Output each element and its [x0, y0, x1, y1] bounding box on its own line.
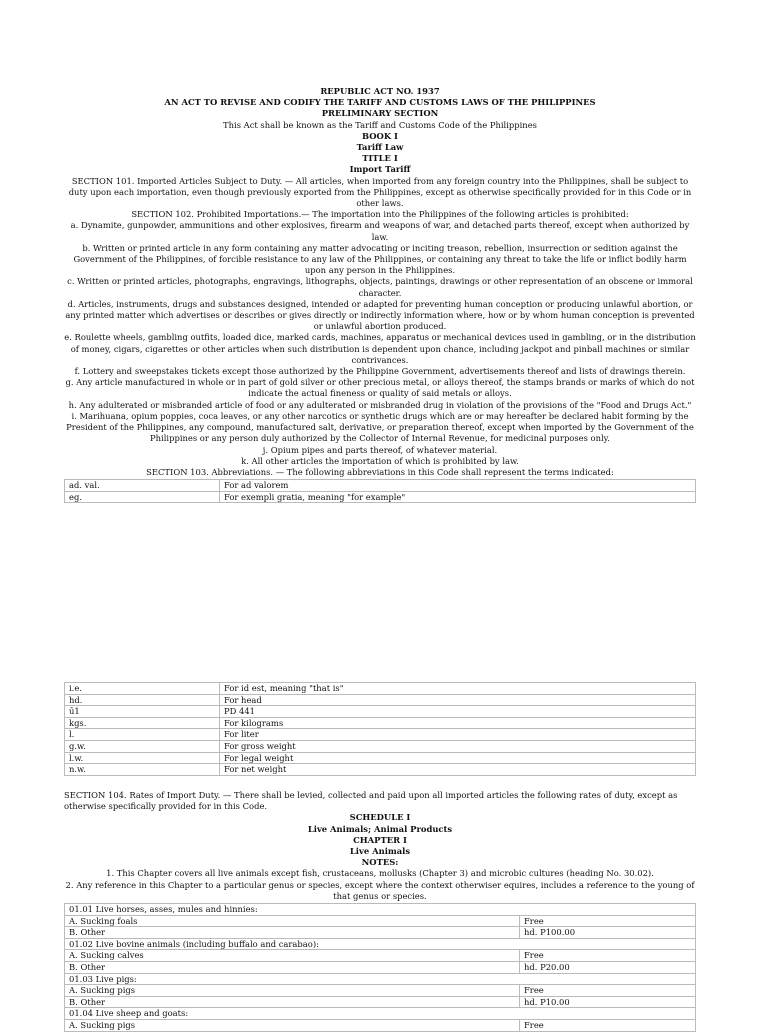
tariff-row — [65, 985, 696, 997]
rates-section — [64, 790, 696, 1032]
preliminary-heading: PRELIMINARY SECTION — [321, 108, 439, 119]
item-a: a. Dynamite, gunpowder, ammunitions and other explosives, firearm and weapons of war, and detached parts thereof, except when authorized by law. — [70, 220, 690, 242]
abbreviation-meaning: For head — [220, 694, 696, 706]
abbreviation-meaning: For kilograms — [220, 717, 696, 729]
tariff-row — [65, 962, 696, 974]
abbreviation-row — [65, 491, 696, 503]
tariff-description: B. Other — [65, 996, 520, 1008]
abbreviation-row — [65, 740, 696, 752]
note-2: 2. Any reference in this Chapter to a particular genus or species, except where the context otherwiser equires, includes a reference to the young of that genus or species. — [65, 879, 695, 901]
section-101: SECTION 101. Imported Articles Subject to Duty. — All articles, when imported from any foreign country into the Philippines, shall be subject to duty upon each importation, even though previously exported from the Philippines, except as otherwise specifically provided for in this Code or in other laws. — [68, 175, 692, 209]
tariff-description: 01.04 Live sheep and goats: — [65, 1008, 696, 1020]
item-f: f. Lottery and sweepstakes tickets except those authorized by the Philippine Government, advertisements thereof and lists of drawings therein. — [74, 366, 686, 377]
item-g: g. Any article manufactured in whole or in part of gold silver or other precious metal, or alloys thereof, the stamps brands or marks of which do not indicate the actual fineness or quality of said metals or alloys. — [65, 377, 695, 399]
abbreviation-row — [65, 717, 696, 729]
tariff-heading-row — [65, 938, 696, 950]
abbreviation-row — [65, 752, 696, 764]
note-1: 1. This Chapter covers all live animals except fish, crustaceans, mollusks (Chapter 3) and microbic cultures (heading No. 30.02). — [106, 868, 654, 879]
tariff-description: B. Other — [65, 927, 520, 939]
abbreviation-term: ū1 — [65, 706, 220, 718]
abbreviation-meaning: For id est, meaning "that is" — [220, 683, 696, 695]
abbreviation-meaning: For net weight — [220, 764, 696, 776]
abbreviation-term: l. — [65, 729, 220, 741]
abbreviation-term: g.w. — [65, 740, 220, 752]
title-subheading: Import Tariff — [349, 164, 411, 175]
abbreviation-term: ad. val. — [65, 480, 220, 492]
document-page — [64, 86, 696, 1030]
tariff-row — [65, 927, 696, 939]
abbreviation-row — [65, 729, 696, 741]
abbreviation-term: eg. — [65, 491, 220, 503]
item-c: c. Written or printed articles, photographs, engravings, lithographs, objects, paintings, drawings or other representation of an obscene or immoral character. — [67, 276, 693, 298]
item-i: i. Marihuana, opium poppies, coca leaves, or any other narcotics or synthetic drugs which are or may hereafter be declared habit forming by the President of the Philippines, any compound, manufactured salt, derivative, or preparation thereof, except when imported by the Government of the Philippines or any person duly authorized by the Collector of Internal Revenue, for medicinal purposes only. — [66, 410, 694, 444]
tariff-description: A. Sucking calves — [65, 950, 520, 962]
tariff-description: A. Sucking foals — [65, 915, 520, 927]
abbreviation-term: i.e. — [65, 683, 220, 695]
notes-heading: NOTES: — [361, 857, 399, 868]
abbreviations-table-1 — [64, 479, 696, 503]
abbreviation-meaning: For legal weight — [220, 752, 696, 764]
tariff-description: A. Sucking pigs — [65, 1019, 520, 1031]
abbreviation-term: hd. — [65, 694, 220, 706]
abbreviation-row — [65, 764, 696, 776]
title-heading: TITLE I — [362, 153, 398, 164]
tariff-rate: hd. P100.00 — [520, 927, 696, 939]
tariff-rate: Free — [520, 1019, 696, 1031]
section-102: SECTION 102. Prohibited Importations.— The importation into the Philippines of the following articles is prohibited: — [131, 209, 629, 220]
tariff-rate: Free — [520, 950, 696, 962]
tariff-heading-row — [65, 973, 696, 985]
short-title: This Act shall be known as the Tariff and Customs Code of the Philippines — [223, 119, 537, 130]
abbreviation-meaning: PD 441 — [220, 706, 696, 718]
book-subheading: Tariff Law — [356, 142, 404, 153]
abbreviation-term: n.w. — [65, 764, 220, 776]
item-j: j. Opium pipes and parts thereof, of whatever material. — [262, 444, 498, 455]
abbreviation-row — [65, 694, 696, 706]
tariff-description: 01.01 Live horses, asses, mules and hinnies: — [65, 904, 696, 916]
abbreviation-meaning: For gross weight — [220, 740, 696, 752]
abbreviation-meaning: For liter — [220, 729, 696, 741]
item-b: b. Written or printed article in any form containing any matter advocating or inciting treason, rebellion, insurrection or sedition against the Government of the Philippines, of forcible resistance to any law of the Philippines, or containing any threat to take the life or inflict bodily harm upon any person in the Philippines. — [73, 242, 687, 276]
tariff-heading-row — [65, 1008, 696, 1020]
abbreviation-row — [65, 683, 696, 695]
chapter-subheading: Live Animals — [349, 846, 411, 857]
tariff-description: B. Other — [65, 962, 520, 974]
act-number: REPUBLIC ACT NO. 1937 — [320, 86, 440, 96]
tariff-rate: hd. P10.00 — [520, 996, 696, 1008]
section-103: SECTION 103. Abbreviations. — The following abbreviations in this Code shall represent the terms indicated: — [146, 466, 614, 477]
item-k: k. All other articles the importation of which is prohibited by law. — [241, 455, 519, 466]
tariff-heading-row — [65, 904, 696, 916]
abbreviation-term: kgs. — [65, 717, 220, 729]
tariff-rate: Free — [520, 985, 696, 997]
tariff-row — [65, 915, 696, 927]
item-d: d. Articles, instruments, drugs and substances designed, intended or adapted for preventing human conception or producing unlawful abortion, or any printed matter which advertises or describes or gives directly or indirectly information where, how or by whom human conception is prevented or unlawful abortion produced. — [65, 298, 695, 332]
book-heading: BOOK I — [362, 130, 398, 141]
abbreviation-row — [65, 480, 696, 492]
tariff-table — [64, 903, 696, 1032]
schedule-heading: SCHEDULE I — [349, 812, 411, 823]
tariff-rate: hd. P20.00 — [520, 962, 696, 974]
tariff-description: 01.02 Live bovine animals (including buffalo and carabao): — [65, 938, 696, 950]
tariff-description: A. Sucking pigs — [65, 985, 520, 997]
tariff-row — [65, 996, 696, 1008]
abbreviation-meaning: For exempli gratia, meaning "for example" — [220, 491, 696, 503]
tariff-row — [65, 1019, 696, 1031]
tariff-row — [65, 950, 696, 962]
section-104: SECTION 104. Rates of Import Duty. — There shall be levied, collected and paid upon all imported articles the following rates of duty, except as otherwise specifically provided for in this Code. — [64, 790, 678, 812]
tariff-description: 01.03 Live pigs: — [65, 973, 696, 985]
act-title: AN ACT TO REVISE AND CODIFY THE TARIFF AND CUSTOMS LAWS OF THE PHILIPPINES — [164, 97, 596, 108]
chapter-heading: CHAPTER I — [353, 834, 407, 845]
item-e: e. Roulette wheels, gambling outfits, loaded dice, marked cards, machines, apparatus or mechanical devices used in gambling, or in the distribution of money, cigars, cigarettes or other articles when such distribution is dependent upon chance, including jackpot and pinball machines or similar contrivances. — [64, 332, 696, 365]
abbreviation-meaning: For ad valorem — [220, 480, 696, 492]
item-h: h. Any adulterated or misbranded article of food or any adulterated or misbranded drug in violation of the provisions of the "Food and Drugs Act." — [68, 399, 692, 410]
schedule-subheading: Live Animals; Animal Products — [307, 823, 453, 834]
abbreviation-row — [65, 706, 696, 718]
abbreviation-term: l.w. — [65, 752, 220, 764]
abbreviations-table-2 — [64, 682, 696, 776]
tariff-rate: Free — [520, 915, 696, 927]
